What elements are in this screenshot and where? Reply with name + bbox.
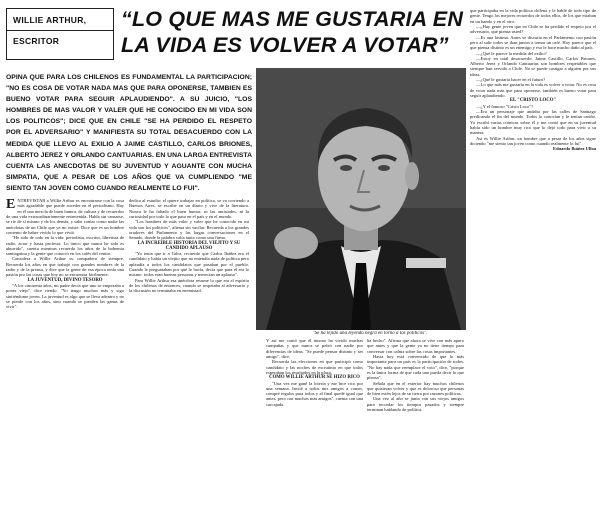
paragraph: "Los hombres de más valor y valer que he conocido en mi vida son los políticos", afirma sin vacilar. Recuerda a los grandes oradores del Parlamento y las largas conversaciones en el Senado, donde la palabra valía tanto como una firma. (129, 219, 249, 241)
answer: —Era un personaje que andaba por las calles de Santiago predicando el fin del mundo. Todos lo conocían y le tenían cariño. Yo escribí varias crónicas sobre él y me contó que en su juventud había sido un hombre muy rico que lo dejó todo para vivir a su manera. (470, 108, 596, 136)
paragraph: "He sido de todo en la vida: periodista, escritor, libretista de radio, actor y hasta profesor. Lo único que nunca he sido es aburrido", cuenta mientras recuerda los años de la bohemia santiaguina y la gente que conoció en los cafés del centro. (6, 235, 124, 257)
question: —¿Y el famoso "Cristo Loco"? (476, 103, 534, 109)
paragraph: que participaba en la vida política chilena y le hablé de todo tipo de gente. Tengo los mejores recuerdos de todos ellos, de los que estaban en un bando y en el otro. (470, 8, 596, 24)
article-column-5 (470, 8, 596, 500)
paragraph: "A los cincuenta años, mi padre decía que uno se empezaba a poner viejo", dice riendo. "Yo tengo muchos más y sigo sintiéndome joven. La juventud es algo que se lleva adentro y no se pierde con los años, sino cuando se pierden las ganas de vivir". (6, 283, 124, 310)
article-column-3 (266, 338, 363, 500)
article-column-4 (367, 338, 464, 500)
photo-caption: "Se ha tejido una leyenda negra en torno a los políticos". (312, 331, 428, 336)
article-column-1 (6, 198, 124, 500)
paragraph: Señala que en el exterior hay muchos chilenos que quisieran volver y que es doloroso que personas de bien estén lejos de su tierra por razones políticas. (367, 380, 464, 397)
paragraph: Así es Willie Arthur, un hombre que a pesar de los años sigue diciendo "me siento tan joven como cuando realmente lo fui". (470, 135, 596, 146)
paragraph: Recuerda las elecciones en que participó como candidato y las noches de escrutinio en que todos esperaban los resultados en la plaza. (266, 359, 363, 375)
section-subheading: EL "CRISTO LOCO" (509, 98, 557, 104)
paragraph: "Yo tenía que ir a Talca, recuerdo que Carlos Ibáñez era el candidato y había un viejito que no entendía nada de política pero aplaudía a todos los candidatos que pasaban por el pueblo. Cuando le preguntaban por qué lo hacía, decía que para él era lo mismo: todos eran buenas personas y merecían un aplauso". (129, 251, 249, 278)
section-subheading: COMO WILLIE ARTHUR SE HIZO RICO (269, 375, 360, 381)
portrait-photo (256, 68, 466, 330)
headline-line-2: LA VIDA ES VOLVER A VOTAR” (121, 33, 449, 57)
paragraph: Para Willie Arthur esa anécdota resume lo que era el espíritu de los chilenos de entonces, cuando se respetaba al adversario y la discusión no terminaba en enemistad. (129, 277, 249, 294)
question: —¿Qué le parece la medida del exilio? (476, 50, 547, 56)
answer: —Estoy en total desacuerdo. Jaime Castillo, Carlos Briones, Alberto Jerez y Orlando Cantuarias son hombres respetables que siempre han servido a Chile. No se puede castigar a alguien por sus ideas. (470, 55, 596, 77)
paragraph: dedica al estudio; el quiere trabajar en política, se va corriendo a Buenos Aires, se escribe en un diario y vive de la literatura. Nunca le ha faltado el buen humor, ni las amistades, ni la curiosidad por todo lo que pasa en el país y en el mundo. (129, 198, 249, 219)
author-box (6, 8, 114, 60)
paragraph: Una vez al año se junta con sus viejos amigos para recordar los tiempos pasados y siempre terminan hablando de política. (367, 396, 464, 413)
answer: —Lo que más me gustaría en la vida es volver a votar. No es cosa de votar nada más que para oponerse, también es bueno votar para seguir aplaudiendo. (470, 82, 596, 98)
paragraph: Hasta hoy está convencido de que lo más importante para un país es la participación de todos. "No hay nada que reemplace el voto", dice, "porque es la única forma de que cada uno pueda decir lo que piensa". (367, 353, 464, 381)
answer: —Es una lástima. Antes se discutía en el Parlamento con pasión pero al salir todos se iban juntos a tomar un café. Hoy parece que el que piensa distinto es un enemigo y eso le hace mucho daño al país. (470, 34, 596, 51)
question: —¿Qué le gustaría hacer en el futuro? (476, 77, 546, 83)
article-column-2 (129, 198, 249, 500)
drop-cap: E (6, 198, 16, 212)
section-subheading: LA JUVENTUD, DIVINO TESORO (27, 277, 103, 283)
byline-signature: Eduardo Ibáñez Ulloa (553, 146, 596, 152)
author-name: WILLIE ARTHUR, (13, 15, 87, 25)
section-subheading: LA INCREIBLE HISTORIA DEL VIEJITO Y SU CANDIDO APLAUSO (137, 240, 241, 251)
paragraph: "Una vez me gané la lotería y me hice rico por una semana. Invité a todos mis amigos a comer, compré regalos para todos y al final quedé igual que antes, pero con muchos más amigos", cuenta con una carcajada. (266, 380, 363, 407)
paragraph: ha hecho". Afirma que ahora se vive con más apuro que antes y que la gente ya no tiene tiempo para conversar con calma sobre las cosas importantes. (367, 338, 464, 354)
portrait-illustration (256, 68, 466, 330)
author-box-divider (7, 30, 113, 31)
paragraph: Considera a Willie Arthur su compañero de siempre. Recuerda los años en que trabajó con grandes nombres de la radio y de la prensa, y dice que la gente de esa época tenía una pasión por las cosas que hoy no se encuentra fácilmente. (6, 256, 124, 278)
question: —¿Hay gente joven que en Chile se ha perdido el respeto por el adversario, qué piensa usted? (470, 23, 596, 35)
paragraph (6, 198, 124, 235)
paragraph: Y así me contó que él mismo ha vivido muchas campañas y que nunca se peleó con nadie por diferencias de ideas. "Se puede pensar distinto y ser amigo", dice. (266, 338, 363, 359)
headline-line-1: “LO QUE MAS ME GUSTARIA EN (121, 7, 464, 31)
paragraph-text: NTREVISTAR a Willie Arthur es encontrarse con la cosa más agradable que puede suceder en el periodismo. Hay en él una mezcla de buen humor, de cultura y de recuerdos de una vida extraordinariamente entretenida. Habla sin cansarse, se ríe de sí mismo y de los demás, y sabe contar como nadie las anécdotas de un Chile que ya no existe. Dice que es un hombre contento de haber vivido lo que vivió. (6, 198, 124, 235)
author-role: ESCRITOR (13, 36, 60, 46)
intro-paragraph: OPINA QUE PARA LOS CHILENOS ES FUNDAMENTAL LA PARTICIPACION; "NO ES COSA DE VOTAR NADA MAS QUE PARA OPONERSE, TAMBIEN ES BUENO VOTAR PARA SEGUIR APLAUDIENDO". A SU JUICIO, "LOS HOMBRES DE MAS VALOR Y VALER QUE HE CONOCIDO EN MI VIDA SON LOS POLITICOS"; DICE QUE EN CHILE "SE HA PERDIDO EL RESPETO POR EL ADVERSARIO" Y MANIFIESTA SU TOTAL DESACUERDO CON LA MEDIDA QUE LLEVO AL EXILIO A JAIME CASTILLO, CARLOS BRIONES, ALBERTO JEREZ Y ORLANDO CANTUARIAS. EN UNA LARGA ENTREVISTA CUENTA LAS ANECDOTAS DE SU JUVENTUD Y AGUANTE CON MUCHA SIMPATIA, QUE A PESAR DE LOS AÑOS QUE VA CUMPLIENDO "ME SIENTO TAN JOVEN COMO CUANDO REALMENTE LO FUI". (6, 74, 252, 192)
